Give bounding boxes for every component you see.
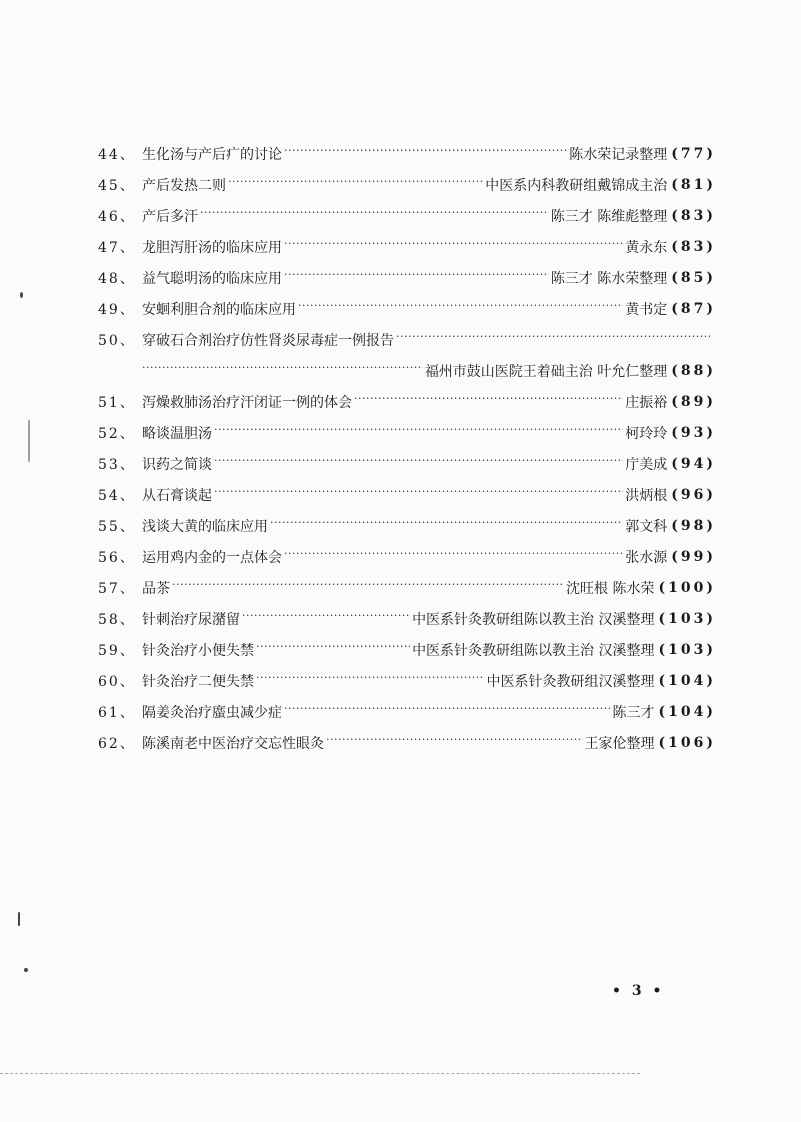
entry-number: 51、 <box>98 394 136 411</box>
entry-title: 品茶 <box>142 580 170 597</box>
entry-page-ref: (103) <box>658 641 716 658</box>
entry-page-ref: (106) <box>658 734 716 751</box>
entry-author: 洪炳根 <box>625 487 668 504</box>
entry-author: 中医系内科教研组戴锦成主治 <box>485 177 668 194</box>
entry-author: 中医系针灸教研组陈以教主治 汉溪整理 <box>412 611 655 628</box>
entry-title: 产后多汗 <box>142 208 198 225</box>
entry-title: 针刺治疗尿潴留 <box>142 611 240 628</box>
entry-number: 60、 <box>98 673 136 690</box>
dot-leader <box>214 457 623 471</box>
entry-page-ref: (104) <box>658 703 716 720</box>
scan-artifact-line <box>0 1073 640 1074</box>
toc-entry <box>98 262 716 293</box>
entry-title: 陈溪南老中医治疗交忘性眼灸 <box>142 735 324 752</box>
entry-number: 49、 <box>98 301 136 318</box>
table-of-contents <box>98 138 716 758</box>
toc-entry <box>98 510 716 541</box>
toc-entry <box>98 417 716 448</box>
entry-page-ref: (77) <box>671 145 716 162</box>
entry-author: 柯玲玲 <box>625 425 668 442</box>
dot-leader <box>284 271 549 285</box>
toc-entry <box>98 696 716 727</box>
entry-number: 50、 <box>98 332 136 349</box>
toc-entry <box>98 665 716 696</box>
entry-number: 45、 <box>98 177 136 194</box>
toc-entry <box>98 634 716 665</box>
toc-entry <box>98 603 716 634</box>
entry-author: 陈三才 陈维彪整理 <box>550 208 668 225</box>
dot-leader <box>284 705 611 719</box>
toc-entry <box>98 355 716 386</box>
entry-page-ref: (85) <box>671 269 716 286</box>
entry-title: 产后发热二则 <box>142 177 226 194</box>
toc-entry <box>98 231 716 262</box>
entry-author: 陈三才 <box>612 704 655 721</box>
entry-title: 生化汤与产后疒的讨论 <box>142 146 282 163</box>
entry-author: 庁美成 <box>625 456 668 473</box>
entry-number: 56、 <box>98 549 136 566</box>
dot-leader <box>298 302 623 316</box>
toc-entry <box>98 200 716 231</box>
toc-entry <box>98 138 716 169</box>
entry-number: 59、 <box>98 642 136 659</box>
toc-entry <box>98 324 716 355</box>
entry-title: 运用鸡内金的一点体会 <box>142 549 282 566</box>
entry-title: 从石膏谈起 <box>142 487 212 504</box>
entry-author: 庄振裕 <box>625 394 668 411</box>
entry-title: 隔姜灸治疗䗪虫减少症 <box>142 704 282 721</box>
entry-page-ref: (89) <box>671 393 716 410</box>
entry-author: 中医系针灸教研组汉溪整理 <box>486 673 655 690</box>
entry-number: 46、 <box>98 208 136 225</box>
scan-speck <box>28 420 30 462</box>
dot-leader <box>396 333 710 347</box>
page-number: • 3 • <box>612 983 665 999</box>
entry-author: 沈旺根 陈水荣 <box>566 580 655 597</box>
toc-entry <box>98 386 716 417</box>
entry-number: 52、 <box>98 425 136 442</box>
entry-author: 张水源 <box>625 549 668 566</box>
dot-leader <box>284 240 623 254</box>
entry-number: 62、 <box>98 735 136 752</box>
entry-page-ref: (94) <box>671 455 716 472</box>
toc-entry <box>98 541 716 572</box>
toc-entry <box>98 169 716 200</box>
entry-title: 穿破石合剂治疗仿性肾炎尿毒症一例报告 <box>142 332 394 349</box>
entry-author: 王家伦整理 <box>584 735 655 752</box>
scan-speck <box>24 968 28 972</box>
scan-speck <box>18 912 20 926</box>
dot-leader <box>284 550 623 564</box>
entry-title: 安蛔利胆合剂的临床应用 <box>142 301 296 318</box>
dot-leader <box>228 178 483 192</box>
entry-title: 针灸治疗二便失禁 <box>142 673 254 690</box>
entry-page-ref: (99) <box>671 548 716 565</box>
entry-page-ref: (81) <box>671 176 716 193</box>
toc-entry <box>98 448 716 479</box>
entry-page-ref: (98) <box>671 517 716 534</box>
entry-number: 55、 <box>98 518 136 535</box>
dot-leader <box>256 674 485 688</box>
entry-title: 龙胆泻肝汤的临床应用 <box>142 239 282 256</box>
dot-leader <box>172 581 564 595</box>
entry-number: 58、 <box>98 611 136 628</box>
entry-title: 略谈温胆汤 <box>142 425 212 442</box>
entry-page-ref: (88) <box>671 362 716 379</box>
entry-author: 陈三才 陈水荣整理 <box>550 270 668 287</box>
entry-page-ref: (100) <box>658 579 716 596</box>
entry-title: 浅谈大黄的临床应用 <box>142 518 268 535</box>
entry-author: 陈水荣记录整理 <box>569 146 668 163</box>
dot-leader <box>214 426 623 440</box>
dot-leader <box>242 612 410 626</box>
scan-speck <box>20 292 23 298</box>
entry-number: 53、 <box>98 456 136 473</box>
toc-entry <box>98 727 716 758</box>
entry-author: 郭文科 <box>625 518 668 535</box>
entry-number: 54、 <box>98 487 136 504</box>
toc-entry <box>98 572 716 603</box>
entry-title: 泻燥救肺汤治疗汗闭证一例的体会 <box>142 394 352 411</box>
dot-leader <box>270 519 623 533</box>
dot-leader <box>326 736 583 750</box>
entry-author: 中医系针灸教研组陈以教主治 汉溪整理 <box>412 642 655 659</box>
entry-author: 黄永东 <box>625 239 668 256</box>
dot-leader <box>354 395 623 409</box>
dot-leader <box>142 364 423 378</box>
entry-author: 福州市鼓山医院王着础主治 叶允仁整理 <box>424 363 668 380</box>
dot-leader <box>200 209 549 223</box>
dot-leader <box>214 488 623 502</box>
toc-entry <box>98 479 716 510</box>
entry-number: 57、 <box>98 580 136 597</box>
entry-author: 黄书定 <box>625 301 668 318</box>
toc-entry <box>98 293 716 324</box>
entry-number: 61、 <box>98 704 136 721</box>
entry-title: 益气聪明汤的临床应用 <box>142 270 282 287</box>
entry-page-ref: (83) <box>671 207 716 224</box>
entry-page-ref: (103) <box>658 610 716 627</box>
entry-number: 44、 <box>98 146 136 163</box>
entry-title: 识药之简谈 <box>142 456 212 473</box>
dot-leader <box>284 147 567 161</box>
dot-leader <box>256 643 410 657</box>
entry-page-ref: (93) <box>671 424 716 441</box>
entry-number: 48、 <box>98 270 136 287</box>
entry-number: 47、 <box>98 239 136 256</box>
entry-page-ref: (96) <box>671 486 716 503</box>
entry-page-ref: (83) <box>671 238 716 255</box>
entry-page-ref: (87) <box>671 300 716 317</box>
entry-title: 针灸治疗小便失禁 <box>142 642 254 659</box>
entry-page-ref: (104) <box>658 672 716 689</box>
